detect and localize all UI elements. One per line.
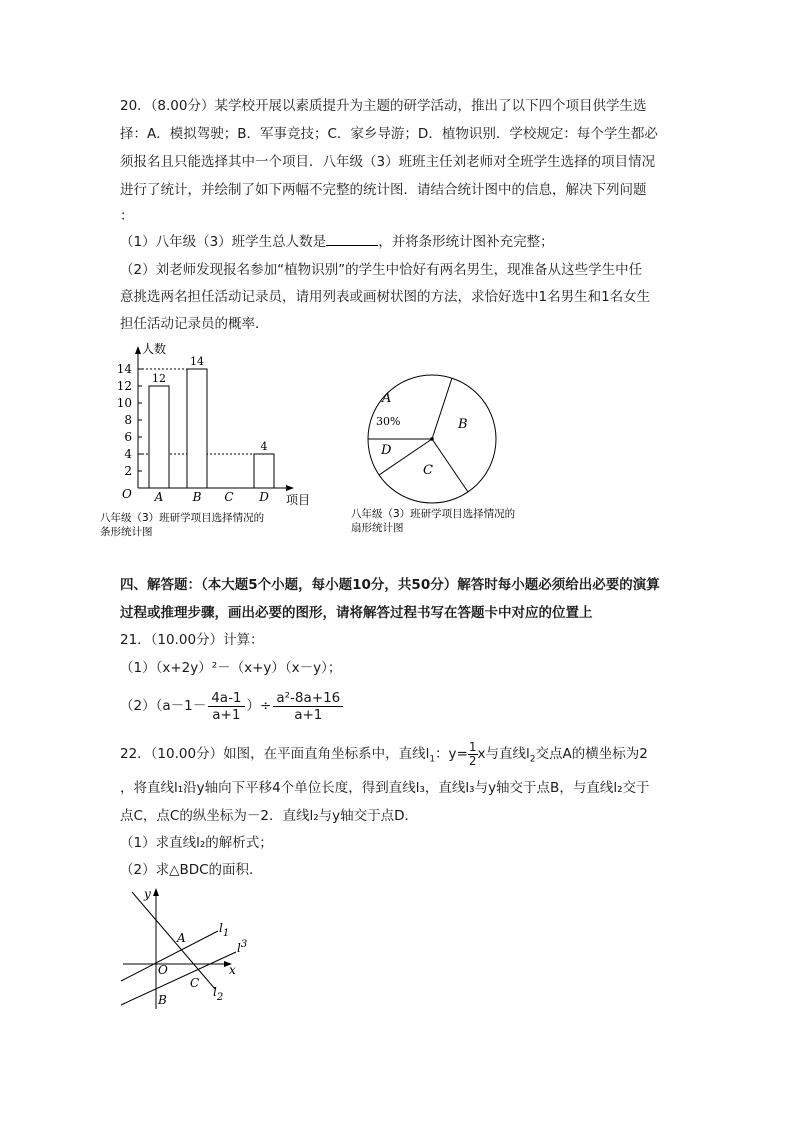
q22-sub1: （1）求直线l₂的解析式； <box>120 835 273 851</box>
fraction-1 <box>208 690 244 723</box>
y-axis-label: 人数 <box>142 342 167 356</box>
y-axis-arrow <box>135 346 141 354</box>
fraction-2-num: a²-8a+16 <box>273 690 343 707</box>
q20-sub2-line-2: 意挑选两名担任活动记录员，请用列表或画树状图的方法，求恰好选中1名男生和1名女生 <box>120 289 651 305</box>
y-tick-label: 8 <box>124 413 132 427</box>
fraction-1-den: a+1 <box>212 706 241 723</box>
fig-y-arrow <box>153 888 159 896</box>
pie-slice-a-label: A <box>382 391 392 406</box>
q22-line-1-d: 交点A的横坐标为2 <box>535 746 648 762</box>
coordinate-figure <box>118 884 258 1014</box>
q20-sub2-line-1: （2）刘老师发现报名参加“植物识别”的学生中恰好有两名男生，现准备从这些学生中任 <box>120 262 643 278</box>
fig-point-b: B <box>158 993 167 1007</box>
q20-line-2: 择：A．模拟驾驶；B．军事竞技；C．家乡导游；D．植物识别．学校规定：每个学生都必 <box>120 126 658 142</box>
q22-line-3: 点C，点C的纵坐标为－2．直线l₂与y轴交于点D． <box>120 808 418 824</box>
q22-line-1 <box>120 738 648 776</box>
fig-point-a: A <box>177 931 186 945</box>
bar-caption-line-1: 八年级（3）班研学项目选择情况的 <box>100 512 265 524</box>
bar <box>149 386 169 488</box>
origin-label: O <box>122 487 132 501</box>
answer-blank <box>326 232 378 246</box>
category-label: C <box>224 490 234 504</box>
q22-line-1-b: ：y= <box>435 746 468 762</box>
fig-origin-label: O <box>158 963 168 977</box>
q21-sub2-mid: ）÷ <box>246 698 272 714</box>
category-label: D <box>259 490 269 504</box>
q22-line-1-a: 22．（10.00分）如图，在平面直角坐标系中，直线l <box>120 746 430 762</box>
y-tick-label: 10 <box>116 396 132 410</box>
fig-x-label: x <box>229 963 236 977</box>
pie-divider-bc <box>432 439 468 492</box>
y-tick-label: 12 <box>116 379 132 393</box>
fig-l1-sub: 1 <box>222 928 230 939</box>
q20-sub2-line-3: 担任活动记录员的概率． <box>120 316 269 332</box>
bar-caption-line-2: 条形统计图 <box>100 526 153 538</box>
pie-slice-d-label: D <box>381 443 392 458</box>
fig-l2-sub: 2 <box>216 992 224 1003</box>
x-axis-label: 项目 <box>286 493 311 507</box>
bar-data-label: 14 <box>190 355 204 368</box>
bar-data-label: 12 <box>152 372 166 385</box>
q22-line-1-c: x与直线l <box>477 746 530 762</box>
half-fraction-den: 2 <box>468 753 477 768</box>
category-label: A <box>154 490 164 504</box>
y-tick-label: 4 <box>124 447 132 461</box>
pie-caption-line-1: 八年级（3）班研学项目选择情况的 <box>351 508 516 520</box>
bar-chart <box>100 338 330 543</box>
q22-sub2: （2）求△BDC的面积． <box>120 862 263 878</box>
category-label: B <box>192 490 202 504</box>
y-tick-label: 14 <box>116 362 132 376</box>
fraction-2 <box>273 690 343 723</box>
fig-label-l1: $l_1$ <box>219 921 230 939</box>
q20-line-3: 须报名且只能选择其中一个项目．八年级（3）班班主任刘老师对全班学生选择的项目情况 <box>120 154 656 170</box>
pie-divider-ab <box>432 378 452 439</box>
pie-slice-b-label: B <box>458 417 468 432</box>
q21-sub1: （1）（x+2y）²－（x+y）（x－y）； <box>120 660 342 676</box>
fig-point-c: C <box>190 976 200 990</box>
y-tick-label: 2 <box>124 464 132 478</box>
q20-line-4: 进行了统计，并绘制了如下两幅不完整的统计图．请结合统计图中的信息，解决下列问题 <box>120 182 647 198</box>
pie-slice-a-percent: 30% <box>376 415 401 428</box>
q22-line-2: ，将直线l₁沿y轴向下平移4个单位长度，得到直线l₃，直线l₃与y轴交于点B，与直线l₂交于 <box>120 780 650 796</box>
fig-label-l2: $l_2$ <box>213 985 224 1003</box>
fig-label-l3: $l^3$ <box>237 939 248 955</box>
q20-sub1-tail: ，并将条形统计图补充完整； <box>378 234 554 250</box>
x-axis-arrow <box>286 485 294 491</box>
q20-line-1: 20．（8.00分）某学校开展以素质提升为主题的研学活动，推出了以下四个项目供学生选 <box>120 98 647 114</box>
bar <box>187 369 207 488</box>
half-fraction <box>468 741 478 768</box>
q22-sub-2: 2 <box>529 754 536 765</box>
fraction-2-den: a+1 <box>294 706 323 723</box>
section4-heading-line-2: 过程或推理步骤，画出必要的图形，请将解答过程书写在答题卡中对应的位置上 <box>120 605 593 621</box>
q20-line-5: ： <box>120 208 134 224</box>
q21-sub2 <box>120 688 345 724</box>
line-l2 <box>132 892 215 989</box>
pie-chart <box>345 368 545 538</box>
fig-l3-sub: 3 <box>240 939 248 950</box>
q21-title: 21．（10.00分）计算： <box>120 632 264 648</box>
q20-sub1 <box>120 232 554 252</box>
fig-y-label: y <box>144 887 151 901</box>
half-fraction-num: 1 <box>468 739 477 754</box>
section4-heading-line-1: 四、解答题：（本大题5个小题，每小题10分，共50分）解答时每小题必须给出必要的演算 <box>120 577 660 593</box>
bar <box>254 454 274 488</box>
q22-sub-1: 1 <box>429 754 436 765</box>
pie-caption-line-2: 扇形统计图 <box>351 522 404 534</box>
y-tick-label: 6 <box>124 430 132 444</box>
q20-sub1-text: （1）八年级（3）班学生总人数是 <box>120 234 327 250</box>
pie-slice-c-label: C <box>423 463 433 478</box>
line-l1 <box>121 931 218 981</box>
fraction-1-num: 4a-1 <box>208 690 244 707</box>
q21-sub2-prefix: （2）（a－1－ <box>120 698 207 714</box>
bar-data-label: 4 <box>260 440 268 453</box>
pie-center <box>430 437 434 441</box>
